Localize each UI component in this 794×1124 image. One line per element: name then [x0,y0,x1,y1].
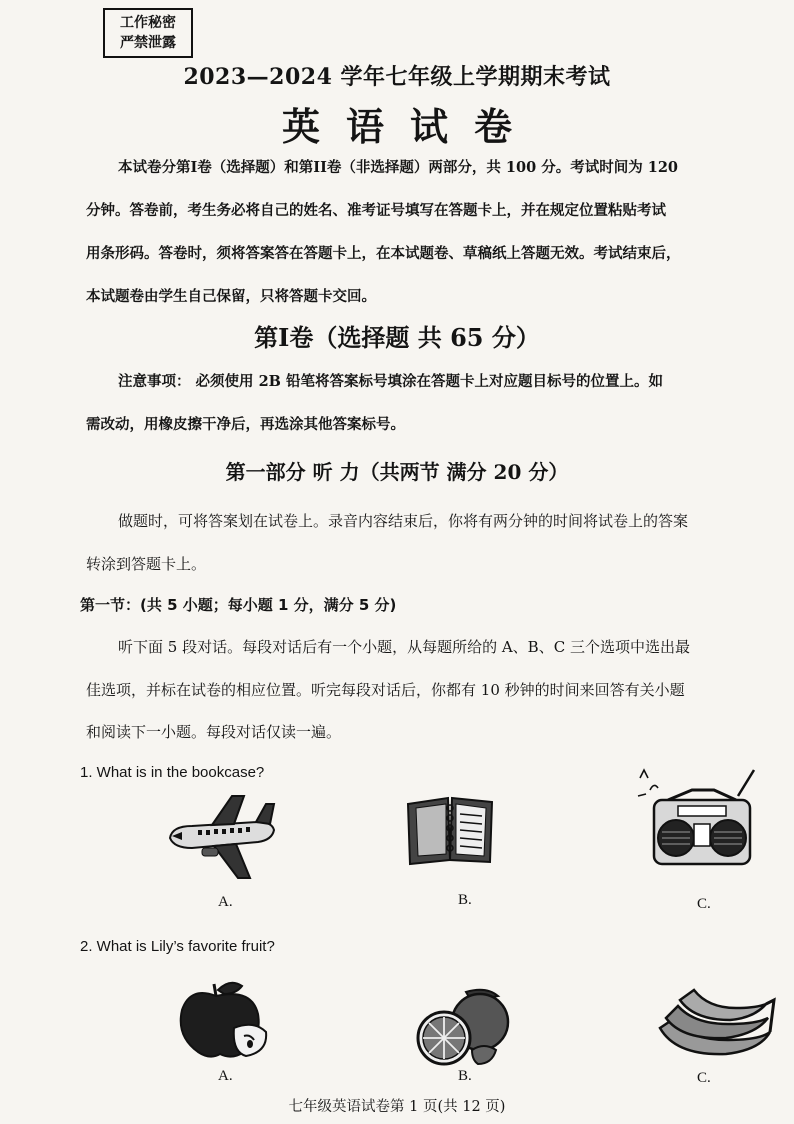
intro-line-3: 用条形码。答卷时，须将答案答在答题卡上，在本试题卷、草稿纸上答题无效。考试结束后， [86,245,681,262]
confidential-stamp [103,8,193,58]
question-2: 2. What is Lily’s favorite fruit? [80,938,275,955]
question-1: 1. What is in the bookcase? [80,764,265,781]
section1-instr-2: 佳选项，并标在试卷的相应位置。听完每段对话后，你都有 10 秒钟的时间来回答有关小题 [86,681,685,699]
orange-icon [414,984,518,1068]
intro-line-1: 本试卷分第I卷（选择题）和第II卷（非选择题）两部分，共 100 分。考试时间为 120 [118,159,679,176]
q1-option-c: C. [697,896,711,912]
radio-icon [634,766,758,870]
section1-instr-3: 和阅读下一小题。每段对话仅读一遍。 [86,723,342,741]
section1-instr-1: 听下面 5 段对话。每段对话后有一个小题，从每题所给的 A、B、C 三个选项中选出最 [118,638,690,656]
q1-option-b: B. [458,892,472,908]
exam-title: 2023—2024 学年七年级上学期期末考试 [183,64,611,90]
airplane-icon [162,792,280,882]
q2-option-c: C. [697,1070,711,1086]
stamp-line-1: 工作秘密 [120,15,176,31]
part1-title: 第I卷（选择题 共 65 分） [254,323,540,352]
intro-line-2: 分钟。答卷前，考生务必将自己的姓名、准考证号填写在答题卡上，并在规定位置粘贴考试 [86,202,666,219]
q2-option-a: A. [218,1068,233,1084]
notice-line-2: 需改动，用橡皮擦干净后，再选涂其他答案标号。 [86,416,405,433]
stamp-line-2: 严禁泄露 [120,35,176,51]
exam-subject: 英语试卷 [281,104,538,149]
apple-icon [170,976,274,1066]
listening-instr-2: 转涂到答题卡上。 [86,555,207,573]
q1-option-a: A. [218,894,233,910]
intro-line-4: 本试题卷由学生自己保留，只将答题卡交回。 [86,288,376,305]
listening-title: 第一部分 听 力（共两节 满分 20 分） [225,460,569,484]
notebook-icon [404,794,496,866]
section1-title: 第一节：(共 5 小题；每小题 1 分，满分 5 分) [80,596,397,614]
page-footer: 七年级英语试卷第 1 页(共 12 页) [288,1099,506,1115]
q2-option-b: B. [458,1068,472,1084]
listening-instr-1: 做题时，可将答案划在试卷上。录音内容结束后，你将有两分钟的时间将试卷上的答案 [118,512,689,530]
notice-line-1: 注意事项： 必须使用 2B 铅笔将答案标号填涂在答题卡上对应题目标号的位置上。如 [118,373,663,390]
banana-icon [656,978,776,1066]
